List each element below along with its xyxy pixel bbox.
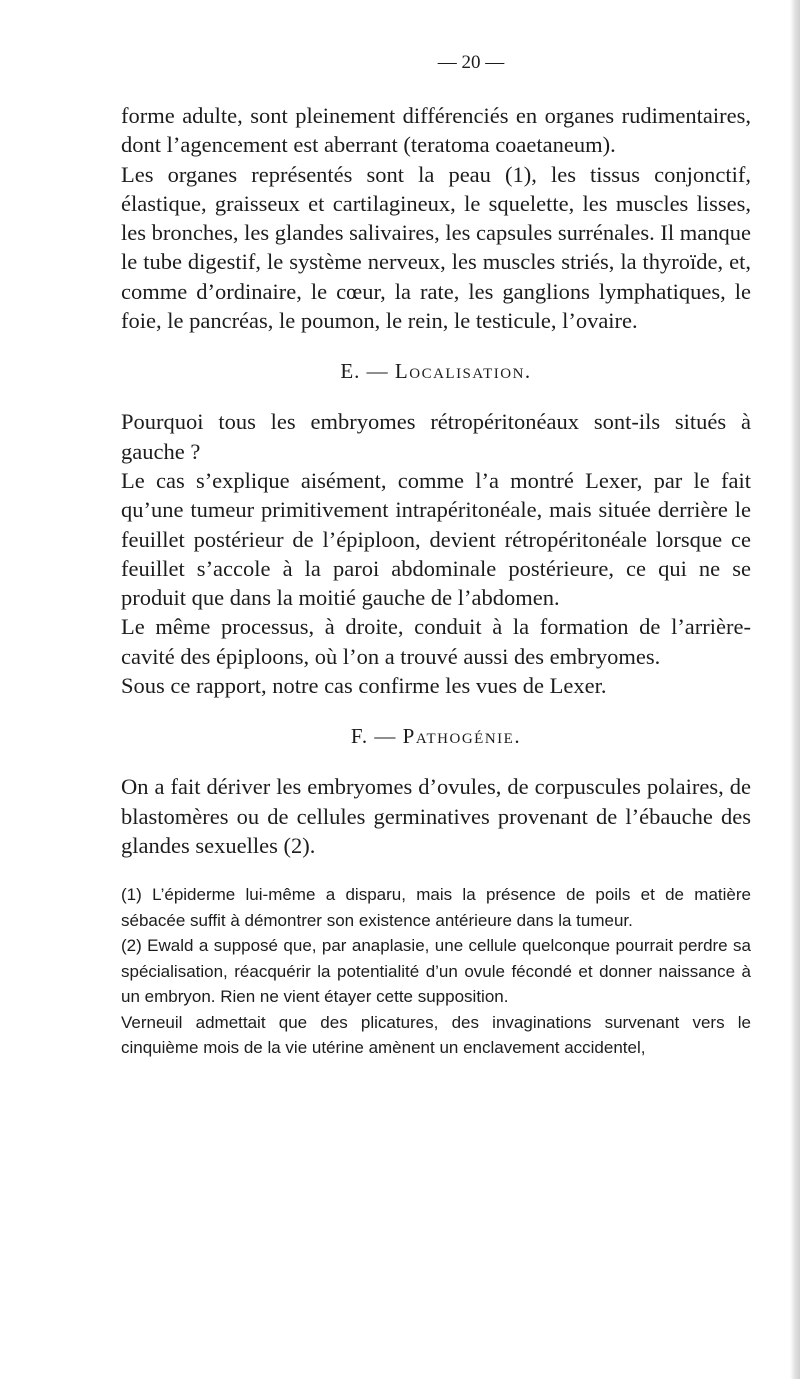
section-letter: F. — (350, 724, 397, 749)
section-heading-pathogenie (121, 724, 751, 749)
footnote-2-continued: Verneuil admettait que des plicatures, des invaginations survenant vers le cinquième mois de la vie utérine amènent un enclavement accidentel, (121, 1012, 751, 1058)
footnotes (121, 882, 751, 1061)
paragraph-confirmation: Sous ce rapport, notre cas confirme les vues de Lexer. (121, 673, 607, 699)
paragraph-organs: Les organes représentés sont la peau (1), les tissus conjonctif, élastique, graisseux et cartilagineux, le squelette, les muscles lisses, les bronches, les glandes salivaires, les capsules surrénales. Il manque le tube digestif, le système nerveux, les muscles striés, la thyroïde, et, comme d’ordinaire, le cœur, la rate, les ganglions lymphatiques, le foie, le pancréas, le poumon, le rein, le testicule, l’ovaire. (121, 161, 751, 334)
book-page (121, 52, 751, 1061)
paragraph-right-side: Le même processus, à droite, conduit à la formation de l’arrière-cavité des épiploons, où l’on a trouvé aussi des embryomes. (121, 614, 751, 669)
section-title: Localisation. (394, 359, 532, 384)
paragraph-continuation: forme adulte, sont pleinement différenciés en organes rudimentaires, dont l’agencement est aberrant (teratoma coaetaneum). (121, 103, 751, 158)
footnote-1: (1) L’épiderme lui-même a disparu, mais la présence de poils et de matière sébacée suffit à démontrer son existence antérieure dans la tumeur. (121, 885, 751, 930)
footnote-2: (2) Ewald a supposé que, par anaplasie, une cellule quelconque pourrait perdre sa spécialisation, réacquérir la potentialité d’un ovule fécondé et donner naissance à un embryon. Rien ne vient étayer cette supposition. (121, 936, 751, 1007)
section-heading-localisation (121, 359, 751, 384)
page-edge-shadow (790, 0, 800, 1379)
paragraph-question: Pourquoi tous les embryomes rétropéritonéaux sont-ils situés à gauche ? (121, 409, 751, 464)
page-number: — 20 — (437, 52, 505, 73)
paragraph-origin: On a fait dériver les embryomes d’ovules, de corpuscules polaires, de blastomères ou de cellules germinatives provenant de l’ébauche des glandes sexuelles (2). (121, 774, 751, 858)
paragraph-explanation: Le cas s’explique aisément, comme l’a montré Lexer, par le fait qu’une tumeur primitivement intrapéritonéale, mais située derrière le feuillet postérieur de l’épiploon, devient rétropéritonéale lorsque ce feuillet s’accole à la paroi abdominale postérieure, ce qui ne se produit que dans la moitié gauche de l’abdomen. (121, 467, 751, 611)
section-title: Pathogénie. (402, 724, 522, 749)
section-letter: E. — (340, 359, 389, 384)
